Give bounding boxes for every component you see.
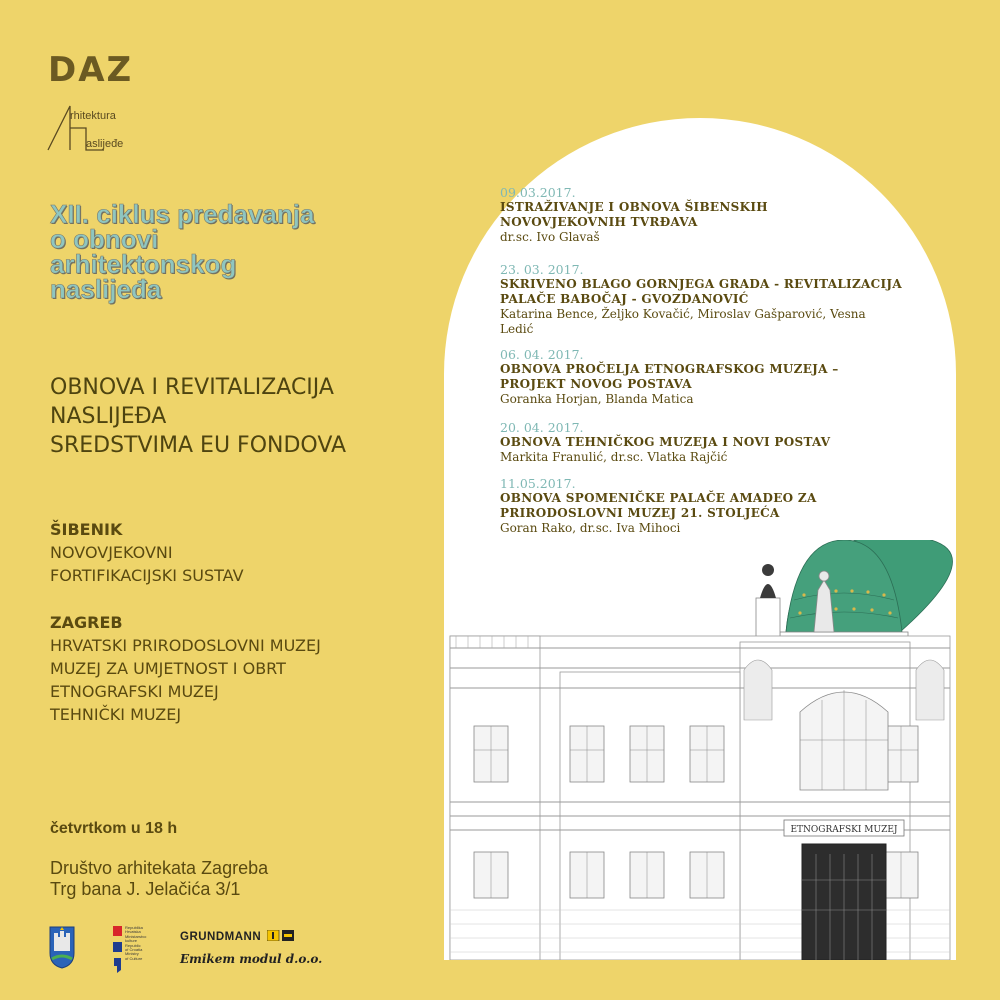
venue	[50, 858, 268, 900]
lecture-authors: dr.sc. Ivo Glavaš	[500, 230, 600, 244]
logo-mark-icon	[42, 98, 142, 162]
lecture-item	[500, 185, 930, 245]
emikem-logo: Emikem modul d.o.o.	[180, 952, 323, 966]
location-city: ŠIBENIK	[50, 520, 123, 539]
daz-logo: DAZ	[48, 50, 134, 90]
lecture-item	[500, 262, 930, 337]
venue-line: Trg bana J. Jelačića 3/1	[50, 879, 241, 899]
location-zagreb	[50, 611, 321, 726]
zagreb-coat-of-arms-icon	[48, 925, 76, 969]
lecture-title: PALAČE BABOČAJ - GVOZDANOVIĆ	[500, 292, 749, 306]
location-item: TEHNIČKI MUZEJ	[50, 705, 182, 724]
location-city: ZAGREB	[50, 613, 123, 632]
grundmann-text: GRUNDMANN	[180, 931, 262, 943]
museum-sign: ETNOGRAFSKI MUZEJ	[790, 825, 898, 835]
lecture-title: NOVOVJEKOVNIH TVRĐAVA	[500, 215, 698, 229]
logo-text-2: aslijeđe	[86, 138, 124, 150]
lecture-title: OBNOVA SPOMENIČKE PALAČE AMADEO ZA	[500, 491, 817, 505]
lecture-date: 11.05.2017.	[500, 476, 576, 491]
lecture-authors: Ledić	[500, 322, 534, 336]
ministry-mark-icon	[113, 926, 123, 974]
lecture-date: 23. 03. 2017.	[500, 262, 584, 277]
ministry-text: Republic	[125, 942, 141, 948]
lecture-title: PROJEKT NOVOG POSTAVA	[500, 377, 692, 391]
location-item: HRVATSKI PRIRODOSLOVNI MUZEJ	[50, 636, 321, 655]
ministry-text: of Culture	[125, 955, 143, 961]
lecture-title: SKRIVENO BLAGO GORNJEGA GRADA - REVITALIZACIJA	[500, 277, 902, 291]
lecture-authors: Goranka Horjan, Blanda Matica	[500, 392, 694, 406]
ministry-text: Republika	[125, 925, 143, 930]
location-sibenik	[50, 518, 244, 587]
cycle-title-line: o obnovi	[50, 224, 159, 254]
lecture-title: ISTRAŽIVANJE I OBNOVA ŠIBENSKIH	[500, 200, 768, 214]
ministry-culture-logo	[113, 926, 183, 976]
lecture-authors: Katarina Bence, Željko Kovačić, Miroslav Gašparović, Vesna	[500, 307, 866, 321]
cycle-title	[50, 199, 410, 304]
logo-text-1: rhitektura	[70, 110, 116, 122]
lecture-authors: Goran Rako, dr.sc. Iva Mihoci	[500, 521, 681, 535]
location-item: MUZEJ ZA UMJETNOST I OBRT	[50, 659, 286, 678]
cycle-title-line: arhitektonskog	[50, 249, 237, 279]
main-title-line: OBNOVA I REVITALIZACIJA	[50, 375, 334, 400]
event-time: četvrtkom u 18 h	[50, 820, 178, 837]
lecture-date: 09.03.2017.	[500, 185, 576, 200]
arhitektura-naslijede-logo	[42, 98, 142, 162]
ministry-text: Ministarstvo	[125, 933, 147, 939]
location-item: FORTIFIKACIJSKI SUSTAV	[50, 566, 244, 585]
lecture-title: OBNOVA PROČELJA ETNOGRAFSKOG MUZEJA –	[500, 362, 839, 376]
ministry-text: kulture	[125, 938, 138, 944]
grundmann-mark-icon	[267, 930, 295, 941]
ministry-text: Ministry	[125, 951, 139, 957]
lecture-date: 06. 04. 2017.	[500, 347, 584, 362]
lecture-item	[500, 476, 930, 536]
location-item: ETNOGRAFSKI MUZEJ	[50, 682, 219, 701]
ministry-text: of Croatia	[125, 947, 143, 953]
lecture-title: OBNOVA TEHNIČKOG MUZEJA I NOVI POSTAV	[500, 435, 831, 449]
main-title-line: NASLIJEĐA	[50, 404, 167, 429]
cycle-title-line: XII. ciklus predavanja	[50, 199, 315, 229]
lecture-title: PRIRODOSLOVNI MUZEJ 21. STOLJEĆA	[500, 506, 780, 520]
main-title-line: SREDSTVIMA EU FONDOVA	[50, 433, 347, 458]
museum-facade-drawing	[444, 540, 956, 960]
cycle-title-line: naslijeđa	[50, 274, 162, 304]
grundmann-logo	[180, 930, 295, 943]
lecture-item	[500, 347, 930, 407]
location-item: NOVOVJEKOVNI	[50, 543, 173, 562]
lecture-item	[500, 420, 930, 465]
lecture-date: 20. 04. 2017.	[500, 420, 584, 435]
main-title	[50, 373, 430, 460]
venue-line: Društvo arhitekata Zagreba	[50, 858, 269, 878]
ministry-text: Hrvatska	[125, 929, 141, 935]
lecture-authors: Markita Franulić, dr.sc. Vlatka Rajčić	[500, 450, 728, 464]
